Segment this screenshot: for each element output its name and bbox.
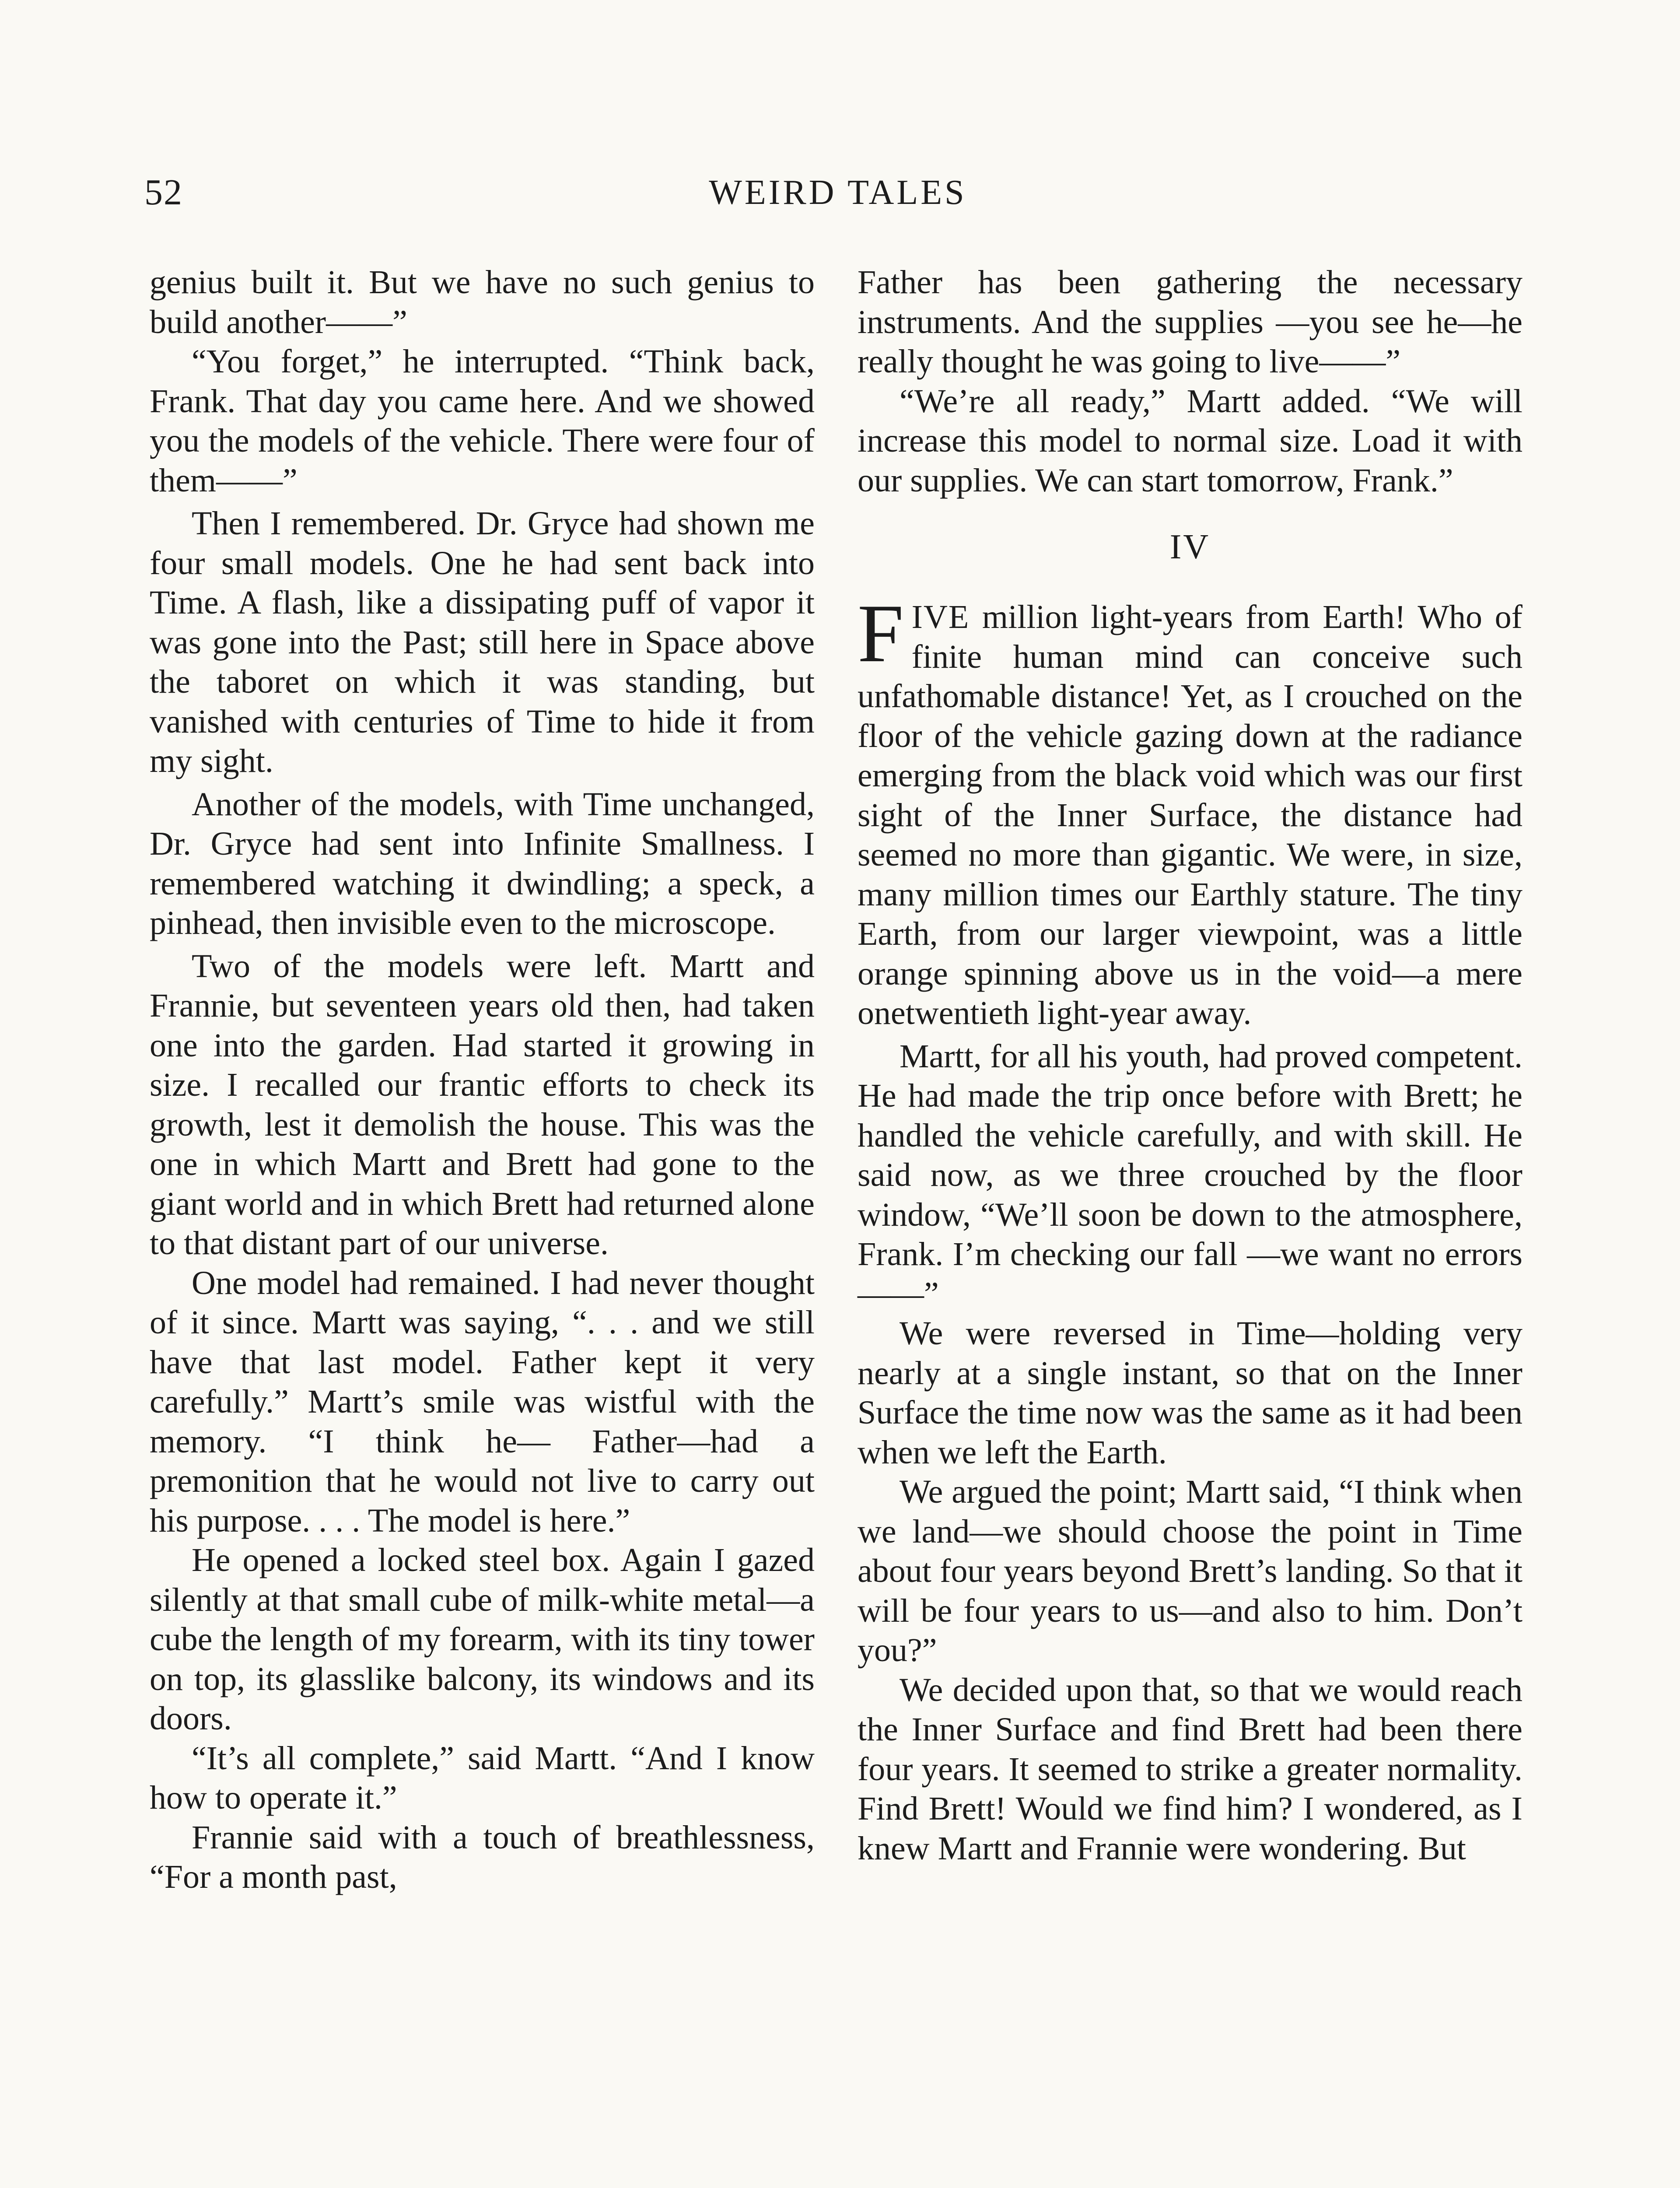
opening-text: million light-years from Earth! Who of finite human mind can conceive such unfathomable distance! Yet, as I crouched on the floor of the vehicle gazing down at the radiance emerging from the black void which was our first sight of the Inner Surface, the distance had seemed no more than gigantic. We were, in size, many million times our Earthly stature. The tiny Earth, from our larger viewpoint, was a little orange spinning above us in the void—a mere onetwentieth light-year away. (858, 599, 1522, 1031)
paragraph: He opened a locked steel box. Again I gazed silently at that small cube of milk-white metal—a cube the length of my forearm, with its tiny tower on top, its glasslike balcony, its windows and its doors. (150, 1542, 815, 1737)
paragraph: Father has been gathering the necessary instruments. And the supplies —you see he—he really thought he was going to live——” (858, 264, 1522, 380)
paragraph: Then I remembered. Dr. Gryce had shown me four small models. One he had sent back into Time. A flash, like a dissipating puff of vapor it was gone into the Past; still here in Space above the taboret on which it was standing, but vanished with centuries of Time to hide it from my sight. (150, 505, 815, 779)
page-number: 52 (144, 172, 183, 213)
section-heading: IV (1169, 528, 1211, 566)
left-column (150, 263, 815, 1897)
paragraph: Frannie said with a touch of breathlessness, “For a month past, (150, 1819, 815, 1895)
paragraph: We argued the point; Martt said, “I think when we land—we should choose the point in Time about four years beyond Brett’s landing. So that it will be four years to us—and also to him. Don’t you?” (858, 1473, 1522, 1669)
paragraph: Two of the models were left. Martt and Frannie, but seventeen years old then, had taken one into the garden. Had started it growing in size. I recalled our frantic efforts to check its growth, lest it demolish the house. This was the one in which Martt and Brett had gone to the giant world and in which Brett had returned alone to that distant part of our universe. (150, 947, 815, 1262)
running-title: WEIRD TALES (709, 173, 967, 212)
section-opening-paragraph (858, 588, 1522, 1033)
paragraph: genius built it. But we have no such genius to build another——” (150, 264, 815, 340)
paragraph: Another of the models, with Time unchanged, Dr. Gryce had sent into Infinite Smallness. I remembered watching it dwindling; a speck, a pinhead, then invisible even to the microscope. (150, 785, 815, 941)
paragraph: One model had remained. I had never thought of it since. Martt was saying, “. . . and we still have that last model. Father kept it very carefully.” Martt’s smile was wistful with the memory. “I think he— Father—had a premonition that he would not live to carry out his purpose. . . . The model is here.” (150, 1264, 815, 1539)
paragraph: “You forget,” he interrupted. “Think back, Frank. That day you came here. And we showed you the models of the vehicle. There were four of them——” (150, 343, 815, 499)
small-caps-word: IVE (911, 599, 970, 635)
right-column (858, 263, 1522, 1868)
paragraph: “We’re all ready,” Martt added. “We will increase this model to normal size. Load it with our supplies. We can start tomorrow, Frank.” (858, 382, 1522, 499)
drop-cap: F (858, 588, 904, 680)
paragraph: “It’s all complete,” said Martt. “And I know how to operate it.” (150, 1739, 815, 1816)
page-header (144, 164, 1531, 221)
paragraph: We decided upon that, so that we would reach the Inner Surface and find Brett had been there four years. It seemed to strike a greater normality. Find Brett! Would we find him? I wondered, as I knew Martt and Frannie were wondering. But (858, 1671, 1522, 1867)
paragraph: Martt, for all his youth, had proved competent. He had made the trip once before with Brett; he handled the vehicle carefully, and with skill. He said now, as we three crouched by the floor window, “We’ll soon be down to the atmosphere, Frank. I’m checking our fall —we want no errors——” (858, 1038, 1522, 1312)
paragraph: We were reversed in Time—holding very nearly at a single instant, so that on the Inner Surface the time now was the same as it had been when we left the Earth. (858, 1315, 1522, 1471)
